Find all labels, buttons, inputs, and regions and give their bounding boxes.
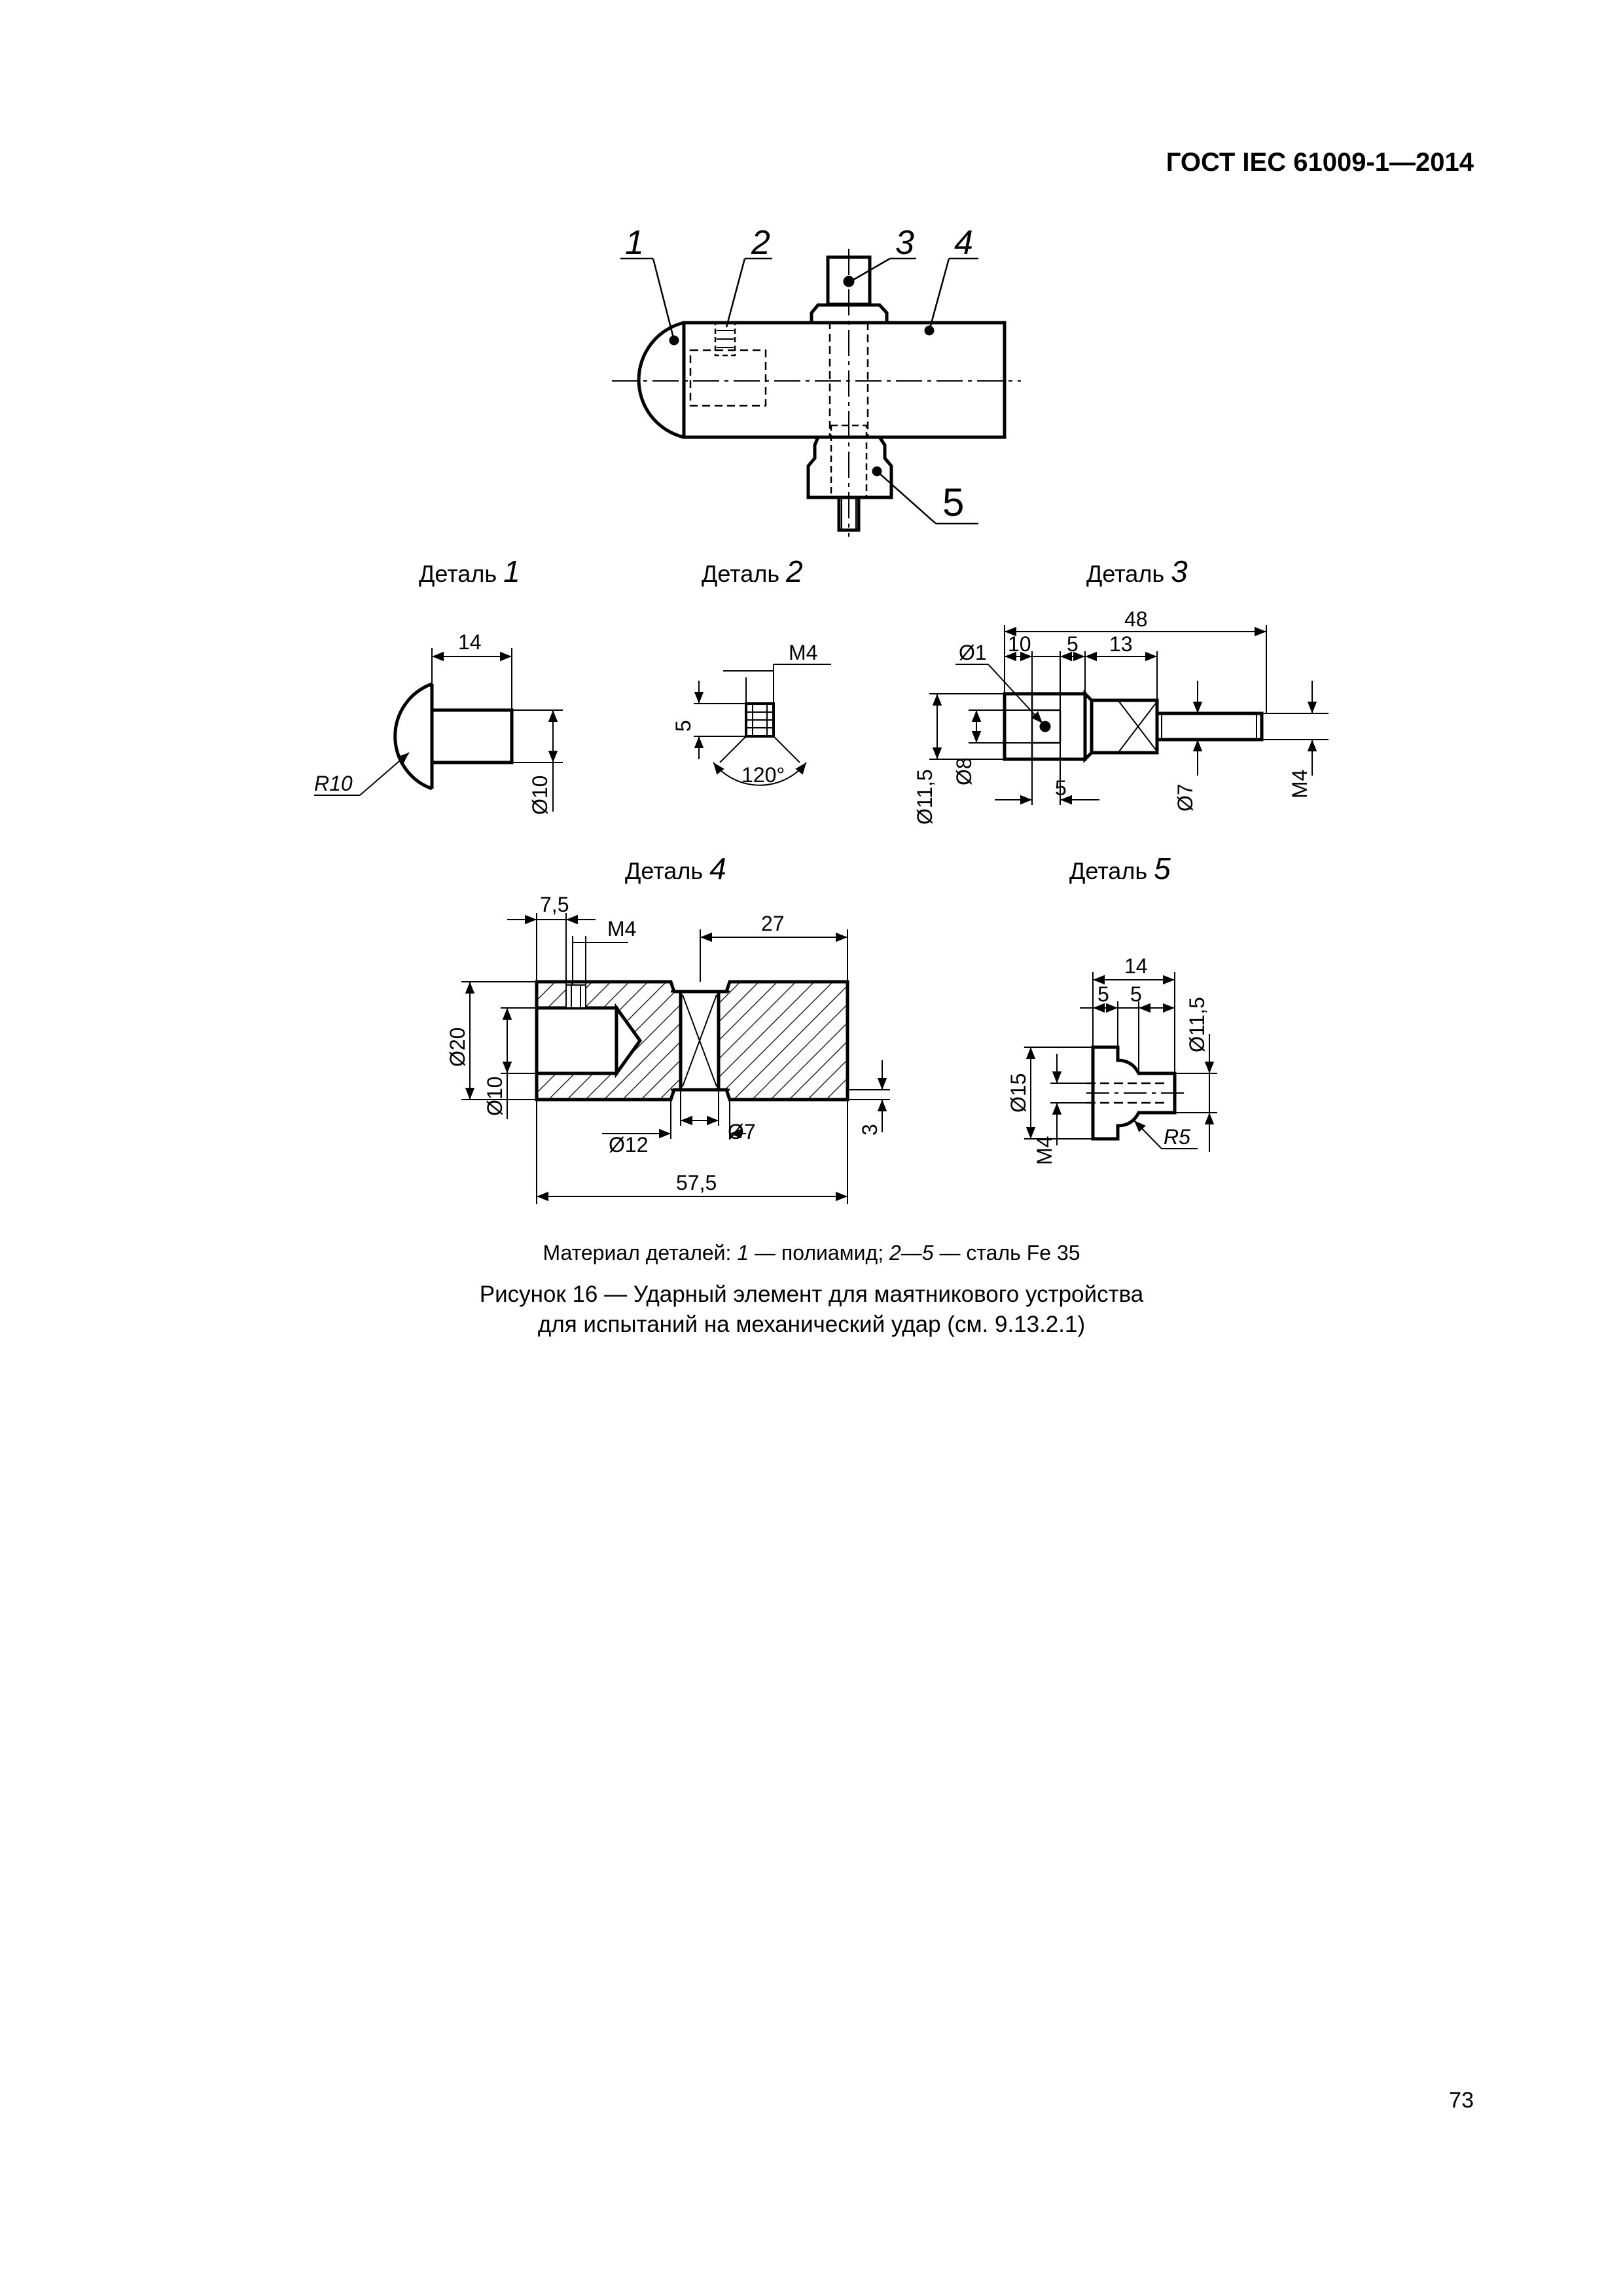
standard-designation: ГОСТ IEC 61009-1—2014: [1166, 148, 1474, 177]
d3-d8: Ø8: [952, 757, 976, 785]
d2-angle: 120°: [741, 763, 785, 787]
callout-2: 2: [751, 224, 770, 262]
detail-5-label: Деталь 5: [1069, 852, 1171, 886]
d4-thread: M4: [607, 917, 637, 941]
d5-r5: R5: [1164, 1125, 1190, 1149]
d4-d12: Ø12: [609, 1133, 649, 1157]
d1-radius: R10: [314, 772, 353, 795]
material-note: Материал деталей: 1 — полиамид; 2—5 — сталь Fe 35: [543, 1241, 1080, 1265]
d5-b: 5: [1130, 982, 1142, 1006]
d3-c: 13: [1109, 632, 1133, 656]
detail-5-dim-text: [1007, 954, 1209, 1165]
detail-3-dim-text: [913, 607, 1311, 825]
callout-5: 5: [942, 480, 965, 524]
d3-d7: Ø7: [1173, 783, 1197, 812]
detail-4-drawing: [537, 982, 847, 1100]
d3-hole: Ø1: [959, 641, 987, 664]
d3-five: 5: [1055, 776, 1067, 800]
d4-len27: 27: [761, 912, 785, 935]
d4-three: 3: [858, 1124, 882, 1136]
assembly-callouts: [625, 224, 973, 524]
d4-off: 7,5: [540, 893, 569, 916]
d3-m4: M4: [1288, 769, 1311, 798]
d1-dia: Ø10: [528, 775, 552, 815]
d3-b: 5: [1067, 632, 1079, 656]
callout-3: 3: [895, 224, 914, 262]
page-number: 73: [1449, 2088, 1474, 2113]
d4-d7: Ø7: [728, 1120, 756, 1143]
d4-d10: Ø10: [483, 1076, 507, 1116]
detail-2-label: Деталь 2: [702, 554, 803, 588]
d5-len: 14: [1124, 954, 1148, 978]
d4-total: 57,5: [676, 1171, 717, 1194]
d1-len: 14: [458, 630, 482, 654]
detail-3-label: Деталь 3: [1086, 554, 1188, 588]
callout-4: 4: [954, 224, 973, 262]
d5-m4: M4: [1033, 1136, 1056, 1165]
d5-d115: Ø11,5: [1185, 997, 1209, 1052]
d2-depth: 5: [671, 720, 695, 732]
detail-1-drawing: [395, 684, 512, 789]
d5-d15: Ø15: [1007, 1073, 1030, 1113]
detail-2-drawing: [746, 704, 774, 736]
d3-d115: Ø11,5: [913, 769, 936, 825]
detail-2-dim-text: [671, 641, 817, 787]
callout-1: 1: [625, 224, 644, 262]
d3-a: 10: [1008, 632, 1031, 656]
figure-caption: [0, 1280, 1623, 1340]
d5-a: 5: [1097, 982, 1109, 1006]
detail-1-label: Деталь 1: [419, 554, 520, 588]
d3-total: 48: [1124, 607, 1148, 631]
d2-thread: M4: [789, 641, 818, 664]
caption-line-1: Рисунок 16 — Ударный элемент для маятникового устройства: [479, 1282, 1144, 1307]
detail-4-label: Деталь 4: [625, 852, 726, 886]
caption-line-2: для испытаний на механический удар (см. 9.13.2.1): [537, 1312, 1086, 1337]
detail-3-drawing: [1005, 694, 1262, 759]
d4-d20: Ø20: [446, 1027, 469, 1067]
